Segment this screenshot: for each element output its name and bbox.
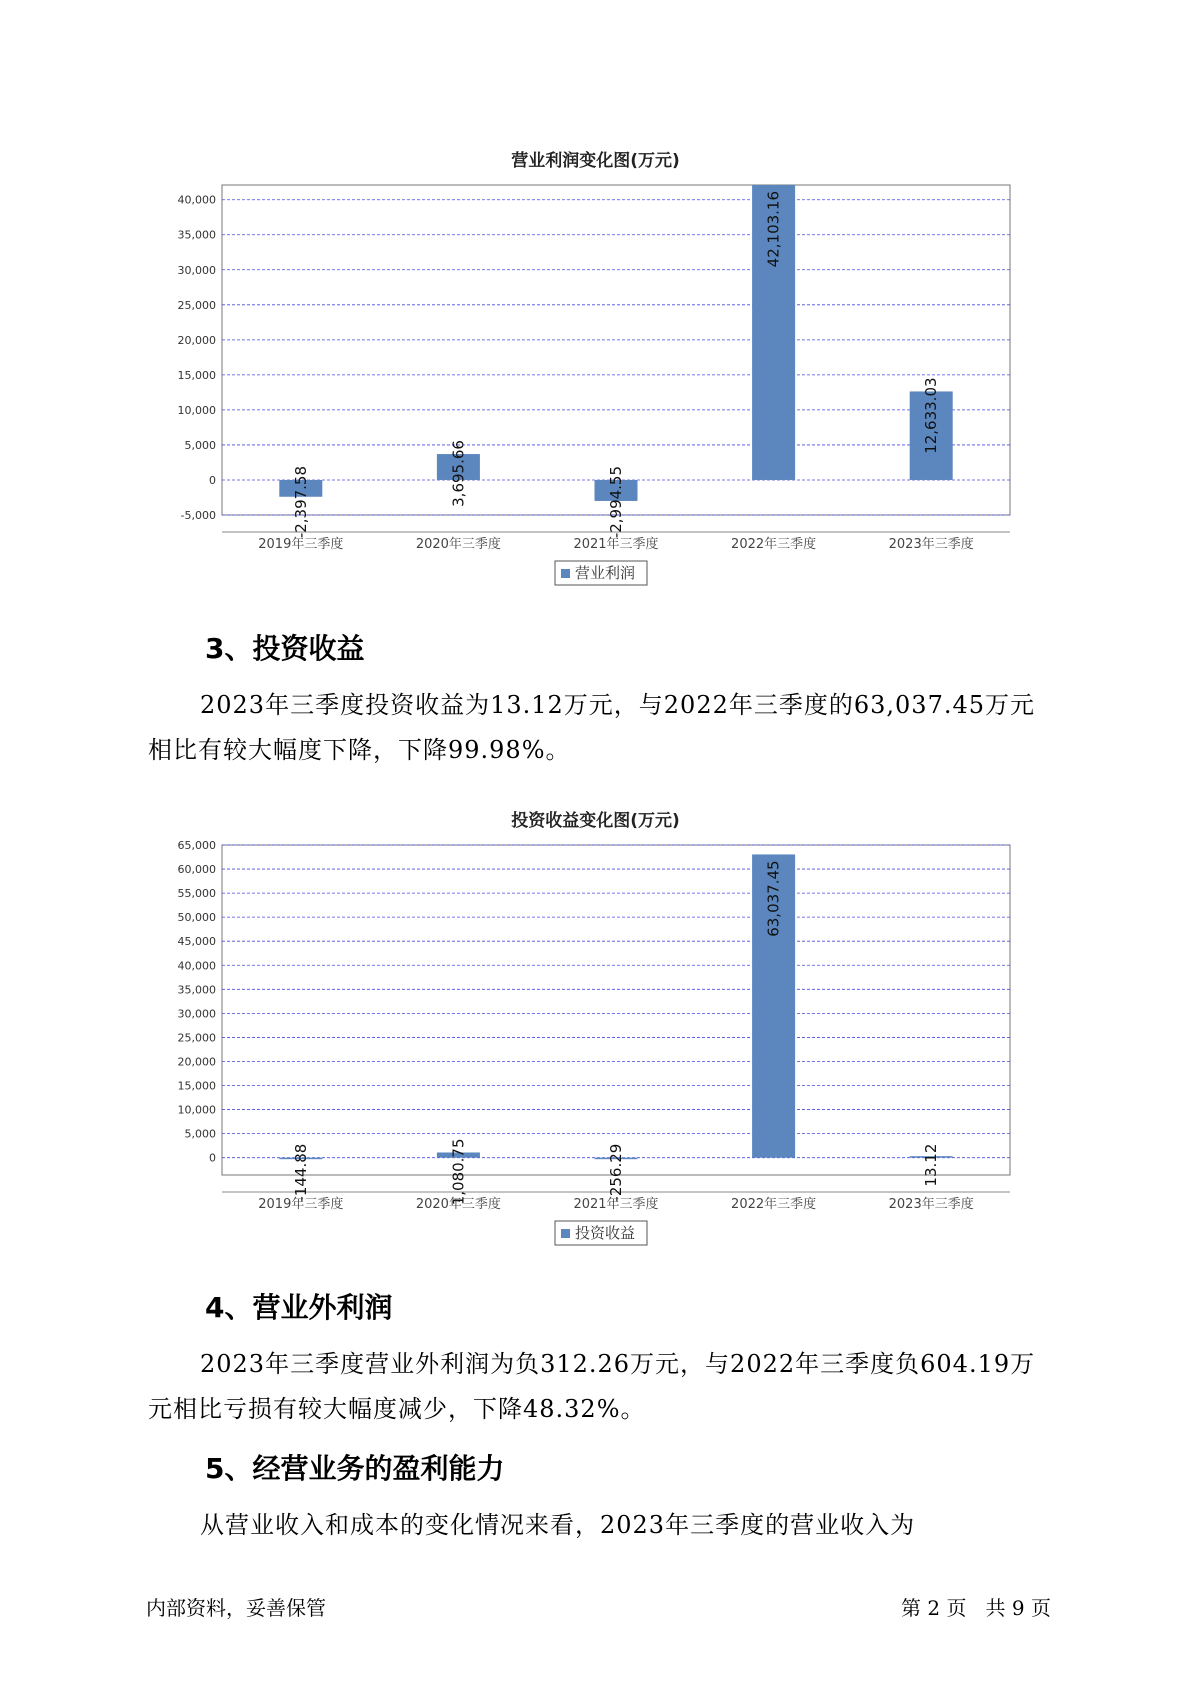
section-3-heading: 3、投资收益 [205,632,365,665]
x-tick-label: 2020年三季度 [415,1197,501,1212]
y-tick-label: 15,000 [177,1079,216,1093]
x-tick-label: 2022年三季度 [731,537,817,552]
x-tick-label: 2023年三季度 [888,537,974,552]
x-tick-label: 2019年三季度 [258,1197,344,1212]
legend-swatch [561,569,570,578]
y-tick-label: 40,000 [177,193,216,207]
y-tick-label: 20,000 [177,1055,216,1069]
legend-swatch [561,1229,570,1238]
bar-value-label: 3,695.66 [449,440,468,507]
bar-value-label: 42,103.16 [764,190,783,268]
bar-value-label: 1,080.75 [449,1138,468,1206]
x-tick-label: 2023年三季度 [888,1197,974,1212]
y-tick-label: 15,000 [177,368,216,382]
y-tick-label: 45,000 [177,935,216,949]
x-tick-label: 2022年三季度 [731,1197,817,1212]
bar-value-label: -2,994.55 [607,465,625,539]
bar-value-label: -256.29 [607,1143,625,1202]
operating-profit-chart [0,180,1191,600]
y-tick-label: 0 [209,1151,216,1165]
y-tick-label: 10,000 [177,403,216,417]
chart2-plot-area [222,845,1010,1175]
y-tick-label: 30,000 [177,263,216,277]
section-5-paragraph: 从营业收入和成本的变化情况来看，2023年三季度的营业收入为 [200,1511,916,1539]
chart2-title: 投资收益变化图(万元) [511,811,680,831]
x-tick-label: 2019年三季度 [258,537,344,552]
bar-value-label: 63,037.45 [764,860,783,937]
bar-value-label: -2,397.58 [291,465,310,539]
section-4-paragraph: 2023年三季度营业外利润为负312.26万元，与2022年三季度负604.19万元相比亏损有较大幅度减少，下降48.32%。 [148,1350,1036,1423]
section-4-heading: 4、营业外利润 [205,1291,393,1324]
x-tick-label: 2020年三季度 [415,537,501,552]
x-tick-label: 2021年三季度 [573,537,659,552]
y-tick-label: 30,000 [177,1007,216,1021]
y-tick-label: 50,000 [177,911,216,925]
y-tick-label: 20,000 [177,333,216,347]
chart1-title: 营业利润变化图(万元) [511,151,680,171]
y-tick-label: 0 [209,473,216,487]
investment-income-chart [0,840,1191,1260]
section-3-paragraph: 2023年三季度投资收益为13.12万元，与2022年三季度的63,037.45万元相比有较大幅度下降，下降99.98%。 [148,691,1036,764]
y-tick-label: 10,000 [177,1103,216,1117]
bar-value-label: 12,633.03 [922,377,941,454]
y-tick-label: 5,000 [184,438,216,452]
y-tick-label: 65,000 [177,840,216,852]
bar-value-label: 13.12 [922,1143,941,1187]
y-tick-label: 55,000 [177,887,216,901]
y-tick-label: 60,000 [177,863,216,877]
footer-confidential-note: 内部资料，妥善保管 [146,1596,326,1620]
y-tick-label: 35,000 [177,983,216,997]
y-tick-label: 25,000 [177,298,216,312]
x-tick-label: 2021年三季度 [573,1197,659,1212]
footer-page-number: 第 2 页 共 9 页 [901,1596,1051,1620]
y-tick-label: 5,000 [184,1127,216,1141]
y-tick-label: 25,000 [177,1031,216,1045]
y-tick-label: -5,000 [180,509,216,522]
bar-value-label: -144.88 [291,1143,310,1202]
section-5-heading: 5、经营业务的盈利能力 [205,1452,505,1485]
legend-label: 营业利润 [575,564,636,582]
legend-label: 投资收益 [575,1224,636,1242]
chart1-plot-area [222,185,1010,515]
y-tick-label: 40,000 [177,959,216,973]
y-tick-label: 35,000 [177,228,216,242]
